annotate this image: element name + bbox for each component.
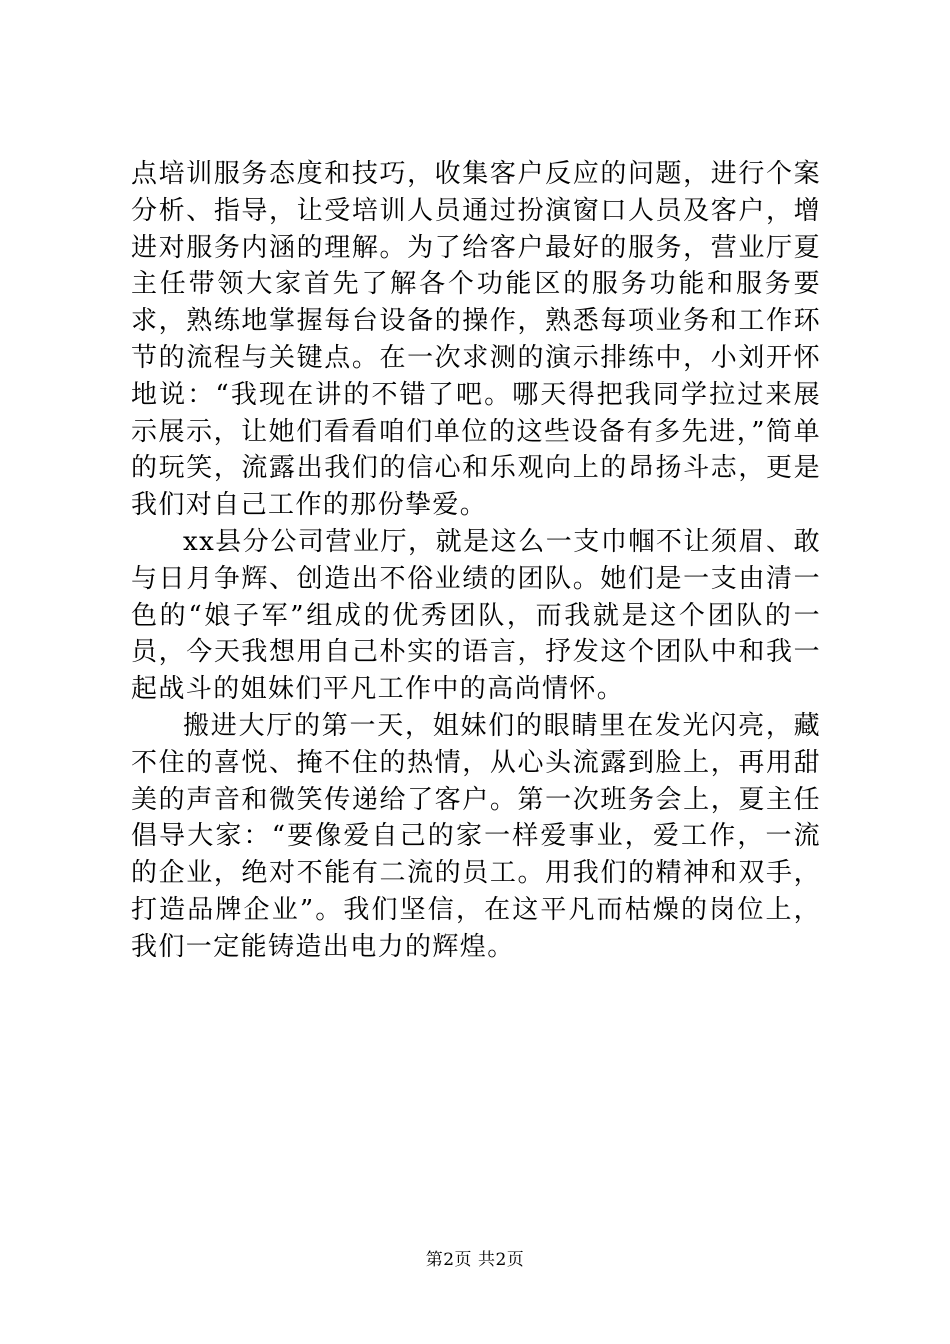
- paragraph-2: xx县分公司营业厅，就是这么一支巾帼不让须眉、敢与日月争辉、创造出不俗业绩的团队。她们是一支由清一色的“娘子军”组成的优秀团队，而我就是这个团队的一员，今天我想用自己朴实的语言，抒发这个团队中和我一起战斗的姐妹们平凡工作中的高尚情怀。: [131, 526, 821, 705]
- document-body: [131, 156, 821, 966]
- paragraph-3: 搬进大厅的第一天，姐妹们的眼睛里在发光闪亮，藏不住的喜悦、掩不住的热情，从心头流露到脸上，再用甜美的声音和微笑传递给了客户。第一次班务会上，夏主任倡导大家：“要像爱自己的家一样爱事业，爱工作，一流的企业，绝对不能有二流的员工。用我们的精神和双手，打造品牌企业”。我们坚信，在这平凡而枯燥的岗位上，我们一定能铸造出电力的辉煌。: [131, 710, 821, 962]
- paragraph-1: 点培训服务态度和技巧，收集客户反应的问题，进行个案分析、指导，让受培训人员通过扮演窗口人员及客户，增进对服务内涵的理解。为了给客户最好的服务，营业厅夏主任带领大家首先了解各个功能区的服务功能和服务要求，熟练地掌握每台设备的操作，熟悉每项业务和工作环节的流程与关键点。在一次求测的演示排练中，小刘开怀地说：“我现在讲的不错了吧。哪天得把我同学拉过来展示展示，让她们看看咱们单位的这些设备有多先进，”简单的玩笑，流露出我们的信心和乐观向上的昂扬斗志，更是我们对自己工作的那份挚爱。: [131, 159, 821, 521]
- page-footer: 第2页 共2页: [425, 1250, 525, 1270]
